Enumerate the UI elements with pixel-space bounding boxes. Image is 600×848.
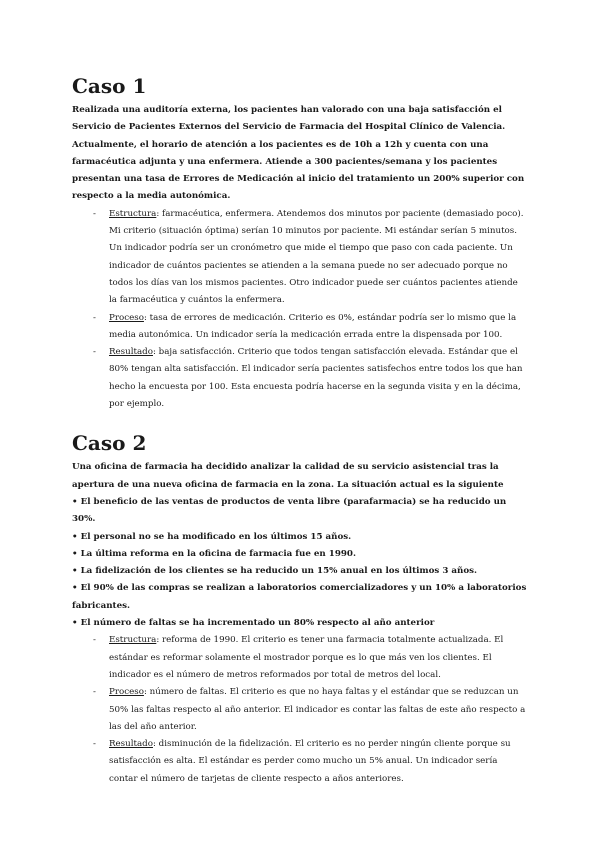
item-text: : disminución de la fidelización. El criterio es no perder ningún cliente porque su satisfacción es alta. El estándar es perder como mucho un 5% anual. Un indicador sería contar el número de tarjetas de cliente respecto a años anteriores.	[109, 739, 511, 784]
item-label: Resultado	[109, 347, 153, 358]
caso2-bullets	[72, 494, 528, 632]
item-text: : baja satisfacción. Criterio que todos tengan satisfacción elevada. Estándar que el 80% tengan alta satisfacción. El indicador sería pacientes satisfechos entre todos los que han hecho la encuesta por 100. Esta encuesta podría hacerse en la segunda visita y en la décima, por ejemplo.	[109, 347, 523, 410]
caso2-bullet: • El 90% de las compras se realizan a laboratorios comercializadores y un 10% a laboratorios fabricantes.	[72, 583, 527, 611]
caso1-intro: Realizada una auditoría externa, los pacientes han valorado con una baja satisfacción el Servicio de Pacientes Externos del Servicio de Farmacia del Hospital Clínico de Valencia. Actualmente, el horario de atención a los pacientes es de 10h a 12h y cuenta con una farmacéutica adjunta y una enfermera. Atiende a 300 pacientes/semana y los pacientes presentan una tasa de Errores de Medicación al inicio del tratamiento un 200% superior con respecto a la media autonómica.	[72, 105, 525, 202]
caso2-item-proceso	[109, 684, 528, 736]
caso2-list	[72, 632, 528, 788]
caso2-bullet: • El personal no se ha modificado en los últimos 15 años.	[72, 531, 352, 542]
item-label: Resultado	[109, 739, 153, 750]
caso1-item-proceso	[109, 310, 528, 345]
caso2-title: Caso 2	[72, 431, 147, 456]
caso2-bullet: • La última reforma en la oficina de farmacia fue en 1990.	[72, 548, 356, 559]
item-text: : reforma de 1990. El criterio es tener una farmacia totalmente actualizada. El estándar es reformar solamente el mostrador porque es lo que más ven los clientes. El indicador es el número de metros reformados por total de metros del local.	[109, 635, 504, 680]
item-text: : número de faltas. El criterio es que no haya faltas y el estándar que se reduzcan un 50% las faltas respecto al año anterior. El indicador es contar las faltas de este año respecto a las del año anterior.	[109, 687, 526, 732]
item-text: : farmacéutica, enfermera. Atendemos dos minutos por paciente (demasiado poco). Mi criterio (situación óptima) serían 10 minutos por paciente. Mi estándar serían 5 minutos. Un indicador podría ser un cronómetro que mide el tiempo que paso con cada paciente. Un indicador de cuántos pacientes se atienden a la semana puede no ser adecuado porque no todos los días van los mismos pacientes. Otro indicador puede ser cuántos pacientes atiende la farmacéutica y cuántos la enfermera.	[109, 208, 524, 306]
item-label: Proceso	[109, 687, 144, 698]
caso1-item-resultado	[109, 344, 528, 413]
caso2-bullet: • El beneficio de las ventas de productos de venta libre (parafarmacia) se ha reducido un 30%.	[72, 496, 507, 525]
caso1-list	[72, 206, 528, 414]
item-text: : tasa de errores de medicación. Criterio es 0%, estándar podría ser lo mismo que la media autonómica. Un indicador sería la medicación errada entre la dispensada por 100.	[109, 312, 517, 340]
item-label: Estructura	[109, 635, 157, 646]
caso2-item-resultado	[109, 736, 528, 788]
caso2-intro: Una oficina de farmacia ha decidido analizar la calidad de su servicio asistencial tras la apertura de una nueva oficina de farmacia en la zona. La situación actual es la siguiente	[72, 462, 504, 490]
caso2-bullet: • El número de faltas se ha incrementado un 80% respecto al año anterior	[72, 618, 435, 629]
item-label: Proceso	[109, 312, 144, 323]
item-label: Estructura	[109, 208, 157, 219]
caso1-item-estructura	[109, 206, 528, 310]
caso1-title: Caso 1	[72, 74, 147, 98]
caso2-bullet: • La fidelización de los clientes se ha reducido un 15% anual en los últimos 3 años.	[72, 566, 478, 577]
caso2-item-estructura	[109, 632, 528, 684]
